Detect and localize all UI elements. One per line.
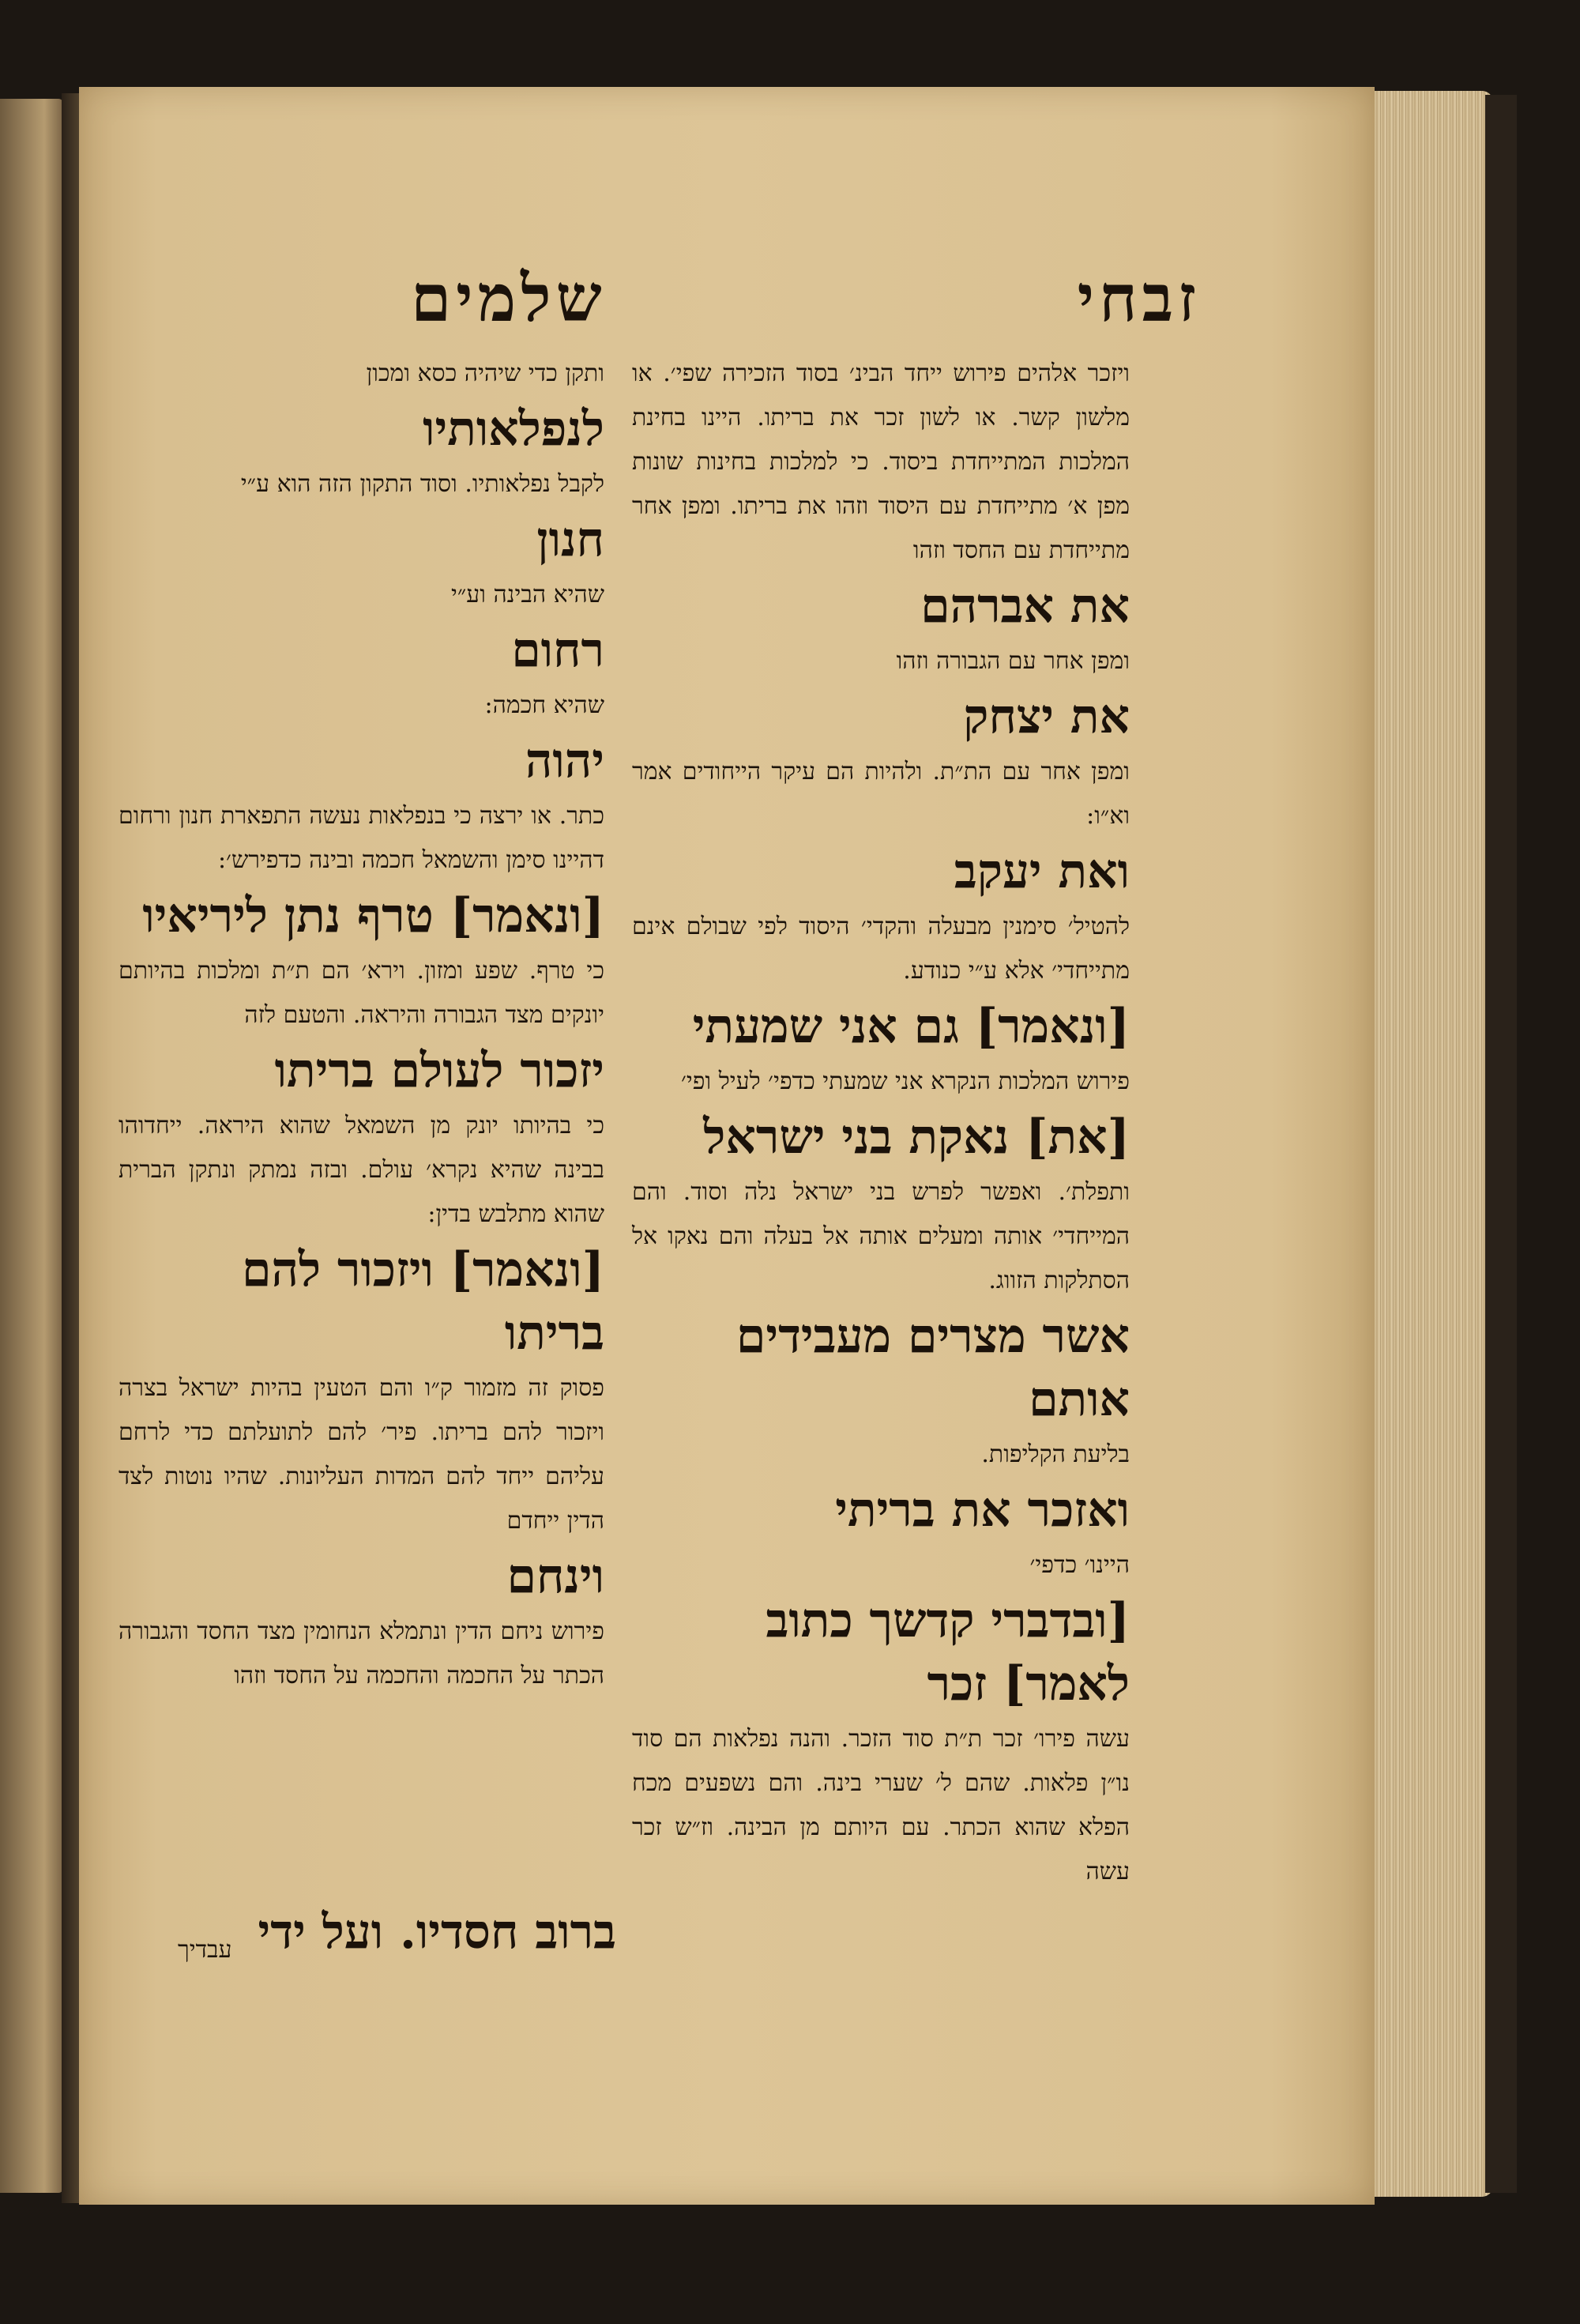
previous-page-edge	[0, 99, 63, 2193]
paragraph-text: כתר. או ירצה כי בנפלאות נעשה התפארת חנון ורחום דהיינו סימן והשמאל חכמה ובינה כדפירש׳:	[118, 802, 604, 874]
book-cover-edge	[1485, 95, 1517, 2193]
paragraph-text: פירוש ניחם הדין ונתמלא הנחומין מצד החסד והגבורה הכתר על החכמה והחכמה על החסד וזהו	[118, 1618, 604, 1689]
heading-phrase: אותם	[1029, 1372, 1130, 1427]
heading-phrase: רחום	[511, 623, 604, 678]
paragraph-text: ותקן כדי שיהיה כסא ומכון	[366, 360, 604, 387]
left-text-column	[118, 352, 604, 1698]
heading-phrase: לאמר] זכר	[927, 1656, 1130, 1712]
paragraph-text: עשה פירו׳ זכר ת״ת סוד הזכר. והנה נפלאות הם סוד נו״ן פלאות. שהם ל׳ שערי בינה. והם נשפעים מכח הפלא שהוא הכתר. עם היותם מן הבינה. וז״ש זכר עשה	[632, 1725, 1130, 1885]
heading-phrase: אשר מצרים מעבידים	[735, 1309, 1130, 1364]
heading-phrase: את אברהם	[920, 578, 1130, 634]
paragraph-text: לקבל נפלאותיו. וסוד התקון הזה הוא ע״י	[240, 470, 604, 498]
heading-phrase: וינחם	[506, 1549, 604, 1604]
paragraph-text: ויזכר אלהים פירוש ייחד הבינ׳ בסוד הזכירה שפי׳. או מלשון קשר. או לשון זכר את בריתו. היינו בחינת המלכות המתייחדת ביסוד. כי למלכות בחינות שונות מפן א׳ מתייחדת עם היסוד וזהו את בריתו. ומפן אחר מתייחדת עם החסד וזהו	[632, 360, 1130, 564]
paragraph-text: ותפלת׳. ואפשר לפרש בני ישראל נלה וסוד. והם המייחדי׳ אותה ומעלים אותה אל בעלה והם נאקו אל הסתלקות הזווג.	[632, 1178, 1130, 1294]
paragraph-text: שהיא חכמה:	[484, 691, 604, 719]
heading-phrase: [ונאמר] טרף נתן ליריאיו	[142, 888, 604, 944]
heading-phrase: את יצחק	[963, 689, 1130, 744]
heading-phrase: [את] נאקת בני ישראל	[703, 1109, 1130, 1165]
paragraph-text: פסוק זה מזמור ק״ו והם הטעין בהיות ישראל בצרה ויזכור להם בריתו. פיר׳ להם לתועלתם כדי לרחם עליהם ייחד להם המדות העליונות. שהיו נוטות לצד הדין ייחדם	[118, 1374, 604, 1535]
heading-phrase: יזכור לעולם בריתו	[274, 1043, 604, 1098]
heading-phrase: יהוה	[525, 733, 604, 789]
paragraph-text: להטיל׳ סימנין מבעלה והקדי׳ היסוד לפי שבולם אינם מתייחדי׳ אלא ע״י כנודע.	[632, 913, 1130, 985]
paragraph-text: כי טרף. שפע ומזון. וירא׳ הם ת״ת ומלכות בהיותם יונקים מצד הגבורה והיראה. והטעם לזה	[118, 957, 604, 1029]
paragraph-text: שהיא הבינה וע״י	[451, 581, 604, 608]
header-right-word: זבחי	[1077, 261, 1201, 337]
right-text-column	[632, 352, 1130, 1894]
paragraph-text: היינו׳ כדפי׳	[1029, 1551, 1130, 1579]
heading-phrase: בריתו	[504, 1305, 604, 1361]
paragraph-text: ומפן אחר עם הגבורה וזהו	[896, 647, 1130, 675]
heading-phrase: [ונאמר] גם אני שמעתי	[692, 999, 1130, 1054]
footer-line: ברוב חסדיו. ועל ידי	[258, 1904, 616, 1960]
heading-phrase: ואזכר את בריתי	[835, 1482, 1130, 1538]
paragraph-text: בליעת הקליפות.	[981, 1441, 1130, 1468]
paragraph-text: כי בהיותו יונק מן השמאל שהוא היראה. ייחדוהו בבינה שהיא נקרא׳ עולם. ובזה נמתק ונתקן הברית שהוא מתלבש בדין:	[118, 1112, 604, 1228]
paragraph-text: פירוש המלכות הנקרא אני שמעתי כדפי׳ לעיל ופי׳	[681, 1068, 1130, 1095]
heading-phrase: [ובדברי קדשך כתוב	[766, 1593, 1130, 1648]
page-edges	[1375, 91, 1493, 2197]
heading-phrase: חנון	[536, 512, 604, 567]
running-header	[411, 261, 1201, 356]
header-left-word: שלמים	[411, 261, 607, 337]
heading-phrase: לנפלאותיו	[423, 401, 604, 457]
heading-phrase: [ונאמר] ויזכור להם	[242, 1242, 604, 1298]
paragraph-text: ומפן אחר עם הת״ת. ולהיות הם עיקר הייחודים אמר וא״ו:	[632, 758, 1130, 830]
catchword: עבדיך	[178, 1936, 232, 1964]
heading-phrase: ואת יעקב	[954, 844, 1130, 899]
